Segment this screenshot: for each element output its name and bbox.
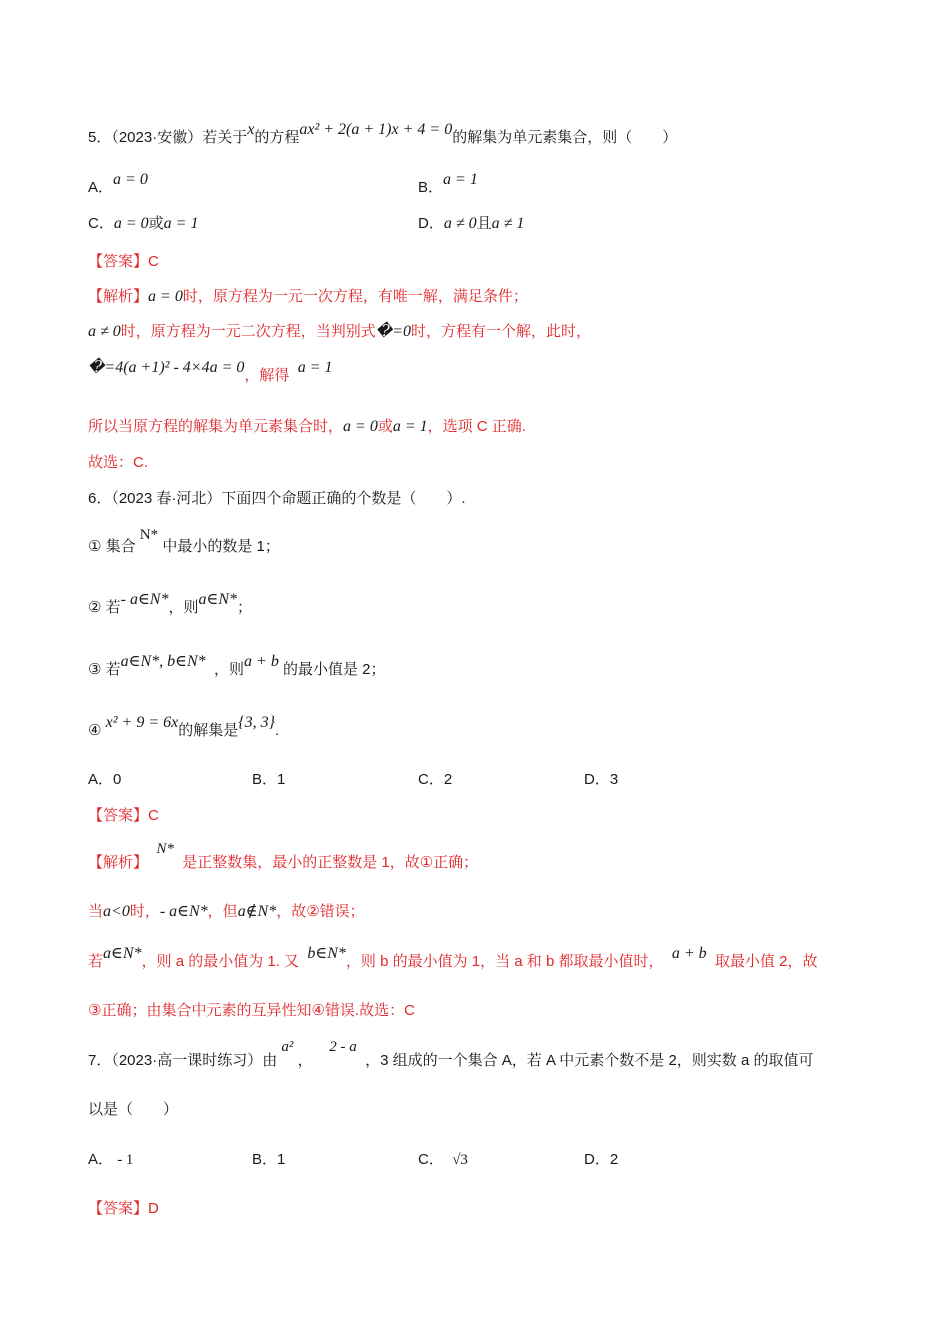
analysis-math: - a∈N* xyxy=(159,903,208,920)
proposition-math: - a∈N* xyxy=(120,591,169,608)
option-text: 或 xyxy=(148,215,164,232)
analysis-text: 若 xyxy=(88,953,104,970)
q5-answer: 【答案】C xyxy=(88,253,159,270)
option-math: a = 0 xyxy=(113,215,149,232)
analysis-text: ，则 b 的最小值为 1，当 a 和 b 都取最小值时， xyxy=(345,953,664,970)
q6-proposition-1 xyxy=(88,527,280,557)
analysis-math: �=0 xyxy=(375,323,411,340)
analysis-math: a = 1 xyxy=(297,359,333,376)
q5-conclusion: 故选：C. xyxy=(88,454,149,471)
analysis-text: ，选项 C 正确. xyxy=(427,418,526,435)
option-math: a ≠ 1 xyxy=(491,215,525,232)
analysis-math: a ≠ 0 xyxy=(88,323,121,340)
analysis-text: 所以当原方程的解集为单元素集合时， xyxy=(88,418,344,435)
option-math: a = 1 xyxy=(443,171,478,188)
q5-var-x: x xyxy=(247,121,255,138)
q7-option-d xyxy=(584,1150,618,1170)
q7-option-c xyxy=(418,1150,468,1170)
q7-option-a xyxy=(88,1150,133,1170)
proposition-text: ④ xyxy=(88,722,102,739)
q5-option-c xyxy=(88,214,198,234)
q6-proposition-3 xyxy=(88,653,386,680)
q5-analysis-line-4 xyxy=(88,417,526,437)
proposition-text: 的最小值是 2； xyxy=(282,661,386,678)
q6-analysis-line-3 xyxy=(88,945,818,972)
proposition-math: a∈N* xyxy=(198,591,237,608)
analysis-math: a + b xyxy=(671,945,707,962)
analysis-math: a = 0 xyxy=(148,288,183,305)
analysis-text: 时，原方程为一元二次方程，当判别式 xyxy=(120,323,376,340)
analysis-text: ，解得 xyxy=(244,367,290,384)
proposition-text: ； xyxy=(237,599,253,616)
option-label: C． xyxy=(418,1151,444,1168)
option-math: - 1 xyxy=(117,1152,134,1168)
option-math: a ≠ 0 xyxy=(443,215,477,232)
q5-option-d xyxy=(418,214,524,234)
analysis-text: ，故②错误； xyxy=(276,903,365,920)
analysis-text: 时， xyxy=(129,903,160,920)
analysis-text: 取最小值 2，故 xyxy=(714,953,818,970)
option-label: B． xyxy=(418,179,444,196)
proposition-text: ③ 若 xyxy=(88,661,121,678)
q5-analysis-line-2 xyxy=(88,322,591,342)
q7-stem xyxy=(88,1039,814,1071)
q6-proposition-2 xyxy=(88,591,253,618)
q6-option-d: D．3 xyxy=(584,771,619,788)
analysis-text: 当 xyxy=(88,903,104,920)
q6-option-c: C．2 xyxy=(418,771,453,788)
q6-option-a: A．0 xyxy=(88,771,122,788)
q5-analysis-line-1 xyxy=(88,287,528,307)
proposition-text: ② 若 xyxy=(88,599,121,616)
analysis-math: a∉N* xyxy=(237,903,277,920)
proposition-math: a + b xyxy=(244,653,279,670)
option-label: A． xyxy=(88,179,114,196)
option-text: 且 xyxy=(476,215,492,232)
q6-analysis-line-2 xyxy=(88,902,365,922)
proposition-math: {3, 3} xyxy=(238,714,276,731)
q7-math: 2 - a xyxy=(329,1039,357,1055)
q7-math: a² xyxy=(281,1039,294,1055)
option-label: B．1 xyxy=(252,1151,286,1168)
q5-stem-part: 5．（2023·安徽）若关于 xyxy=(88,129,248,146)
analysis-text: ，则 a 的最小值为 1. 又 xyxy=(141,953,300,970)
analysis-label: 【解析】 xyxy=(88,854,149,871)
q6-stem: 6．（2023 春·河北）下面四个命题正确的个数是（ ）. xyxy=(88,490,466,507)
proposition-math: x² + 9 = 6x xyxy=(105,714,179,731)
q5-stem xyxy=(88,121,678,148)
analysis-text: 是正整数集，最小的正整数是 1，故①正确； xyxy=(182,854,479,871)
q7-answer: 【答案】D xyxy=(88,1200,159,1217)
q6-analysis-line-4: ③正确；由集合中元素的互异性知④错误.故选：C xyxy=(88,1002,415,1019)
q5-stem-part: 的解集为单元素集合，则（ ） xyxy=(452,129,678,146)
analysis-label: 【解析】 xyxy=(88,288,149,305)
analysis-text: 时，方程有一个解，此时， xyxy=(411,323,592,340)
option-math: √3 xyxy=(452,1152,468,1168)
q5-equation: ax² + 2(a + 1)x + 4 = 0 xyxy=(299,121,453,138)
q7-stem-part: 7．（2023·高一课时练习）由 xyxy=(88,1052,278,1069)
q5-analysis-line-3 xyxy=(88,359,333,386)
proposition-text: . xyxy=(275,722,280,739)
q7-option-b xyxy=(252,1150,285,1170)
q6-analysis-line-1 xyxy=(88,841,479,873)
analysis-math: a∈N* xyxy=(103,945,142,962)
option-label: D．2 xyxy=(584,1151,619,1168)
option-label: D． xyxy=(418,215,444,232)
q7-stem-part: ，3 组成的一个集合 A，若 A 中元素个数不是 2，则实数 a 的取值可 xyxy=(365,1052,814,1069)
analysis-text: 时，原方程为一元一次方程，有唯一解，满足条件； xyxy=(182,288,528,305)
q6-option-b: B．1 xyxy=(252,771,286,788)
option-label: A． xyxy=(88,1151,114,1168)
q7-stem-line-2: 以是（ ） xyxy=(88,1101,179,1118)
option-math: a = 1 xyxy=(163,215,199,232)
analysis-math: a = 0 xyxy=(343,418,378,435)
proposition-text: 的解集是 xyxy=(178,722,239,739)
option-label: C． xyxy=(88,215,114,232)
q5-option-b xyxy=(418,171,478,198)
analysis-math: b∈N* xyxy=(307,945,346,962)
analysis-math: a<0 xyxy=(103,903,130,920)
q5-option-a xyxy=(88,171,148,198)
q6-answer: 【答案】C xyxy=(88,807,159,824)
analysis-text: ，但 xyxy=(207,903,238,920)
q5-stem-part: 的方程 xyxy=(254,129,300,146)
proposition-text: ① 集合 xyxy=(88,538,136,555)
q6-proposition-4 xyxy=(88,714,280,741)
proposition-math: N* xyxy=(139,527,159,543)
proposition-text: 中最小的数是 1； xyxy=(162,538,280,555)
analysis-math: N* xyxy=(156,841,174,857)
proposition-text: ，则 xyxy=(168,599,199,616)
proposition-text: ，则 xyxy=(214,661,245,678)
analysis-math: �=4(a +1)² - 4×4a = 0 xyxy=(88,359,245,376)
analysis-text: 或 xyxy=(377,418,393,435)
analysis-math: a = 1 xyxy=(392,418,428,435)
option-math: a = 0 xyxy=(113,171,148,188)
proposition-math: a∈N*, b∈N* xyxy=(120,653,206,670)
q7-stem-part: ， xyxy=(297,1052,313,1069)
